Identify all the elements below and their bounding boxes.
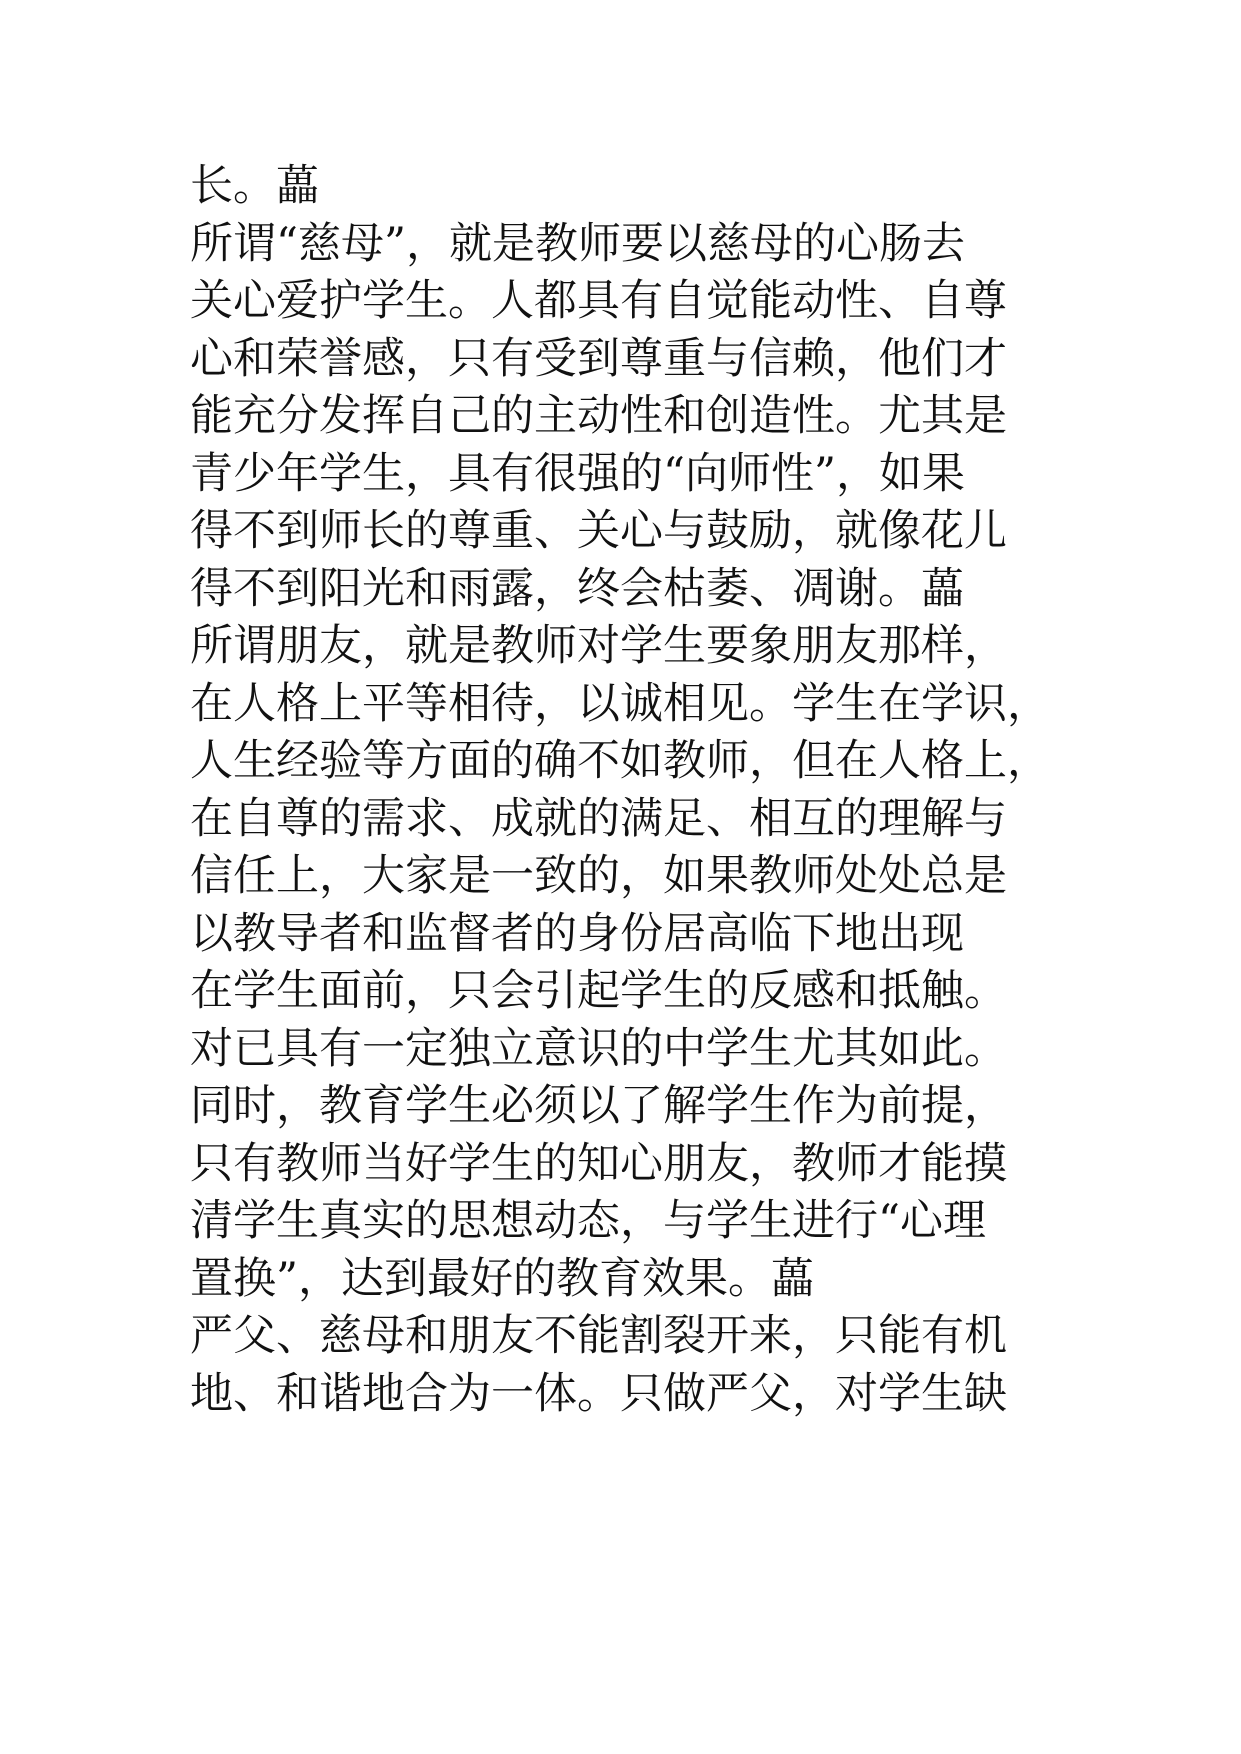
text-line-5: 能充分发挥自己的主动性和创造性。尤其是 <box>190 391 1007 441</box>
text-line-11: 人生经验等方面的确不如教师，但在人格上， <box>190 736 1050 786</box>
text-line-7: 得不到师长的尊重、关心与鼓励，就像花儿 <box>190 506 1007 556</box>
text-line-19: 清学生真实的思想动态，与学生进行“心理 <box>190 1196 986 1246</box>
text-line-10: 在人格上平等相待，以诚相见。学生在学识， <box>190 678 1050 729</box>
text-line-16: 对已具有一定独立意识的中学生尤其如此。 <box>190 1023 1007 1074</box>
text-line-14: 以教导者和监督者的身份居高临下地出现 <box>190 908 964 959</box>
text-line-8: 得不到阳光和雨露，终会枯萎、凋谢。藟 <box>190 563 964 614</box>
text-line-17: 同时，教育学生必须以了解学生作为前提， <box>190 1081 1007 1131</box>
text-line-18: 只有教师当好学生的知心朋友，教师才能摸 <box>190 1138 1007 1189</box>
text-line-21: 严父、慈母和朋友不能割裂开来，只能有机 <box>190 1311 1007 1361</box>
text-line-2: 所谓“慈母”，就是教师要以慈母的心肠去 <box>190 218 965 269</box>
text-line-1: 长。藟 <box>190 161 319 211</box>
text-line-4: 心和荣誉感，只有受到尊重与信赖，他们才 <box>190 333 1007 384</box>
text-line-3: 关心爱护学生。人都具有自觉能动性、自尊 <box>190 276 1007 326</box>
body-text <box>190 158 1070 1423</box>
text-line-22: 地、和谐地合为一体。只做严父，对学生缺 <box>190 1368 1007 1419</box>
text-line-13: 信任上，大家是一致的，如果教师处处总是 <box>190 851 1007 901</box>
text-line-6: 青少年学生，具有很强的“向师性”，如果 <box>190 448 965 499</box>
text-line-9: 所谓朋友，就是教师对学生要象朋友那样， <box>190 621 1007 671</box>
text-line-12: 在自尊的需求、成就的满足、相互的理解与 <box>190 793 1007 844</box>
text-line-20: 置换”，达到最好的教育效果。藟 <box>190 1253 814 1304</box>
text-line-15: 在学生面前，只会引起学生的反感和抵触。 <box>190 966 1007 1016</box>
